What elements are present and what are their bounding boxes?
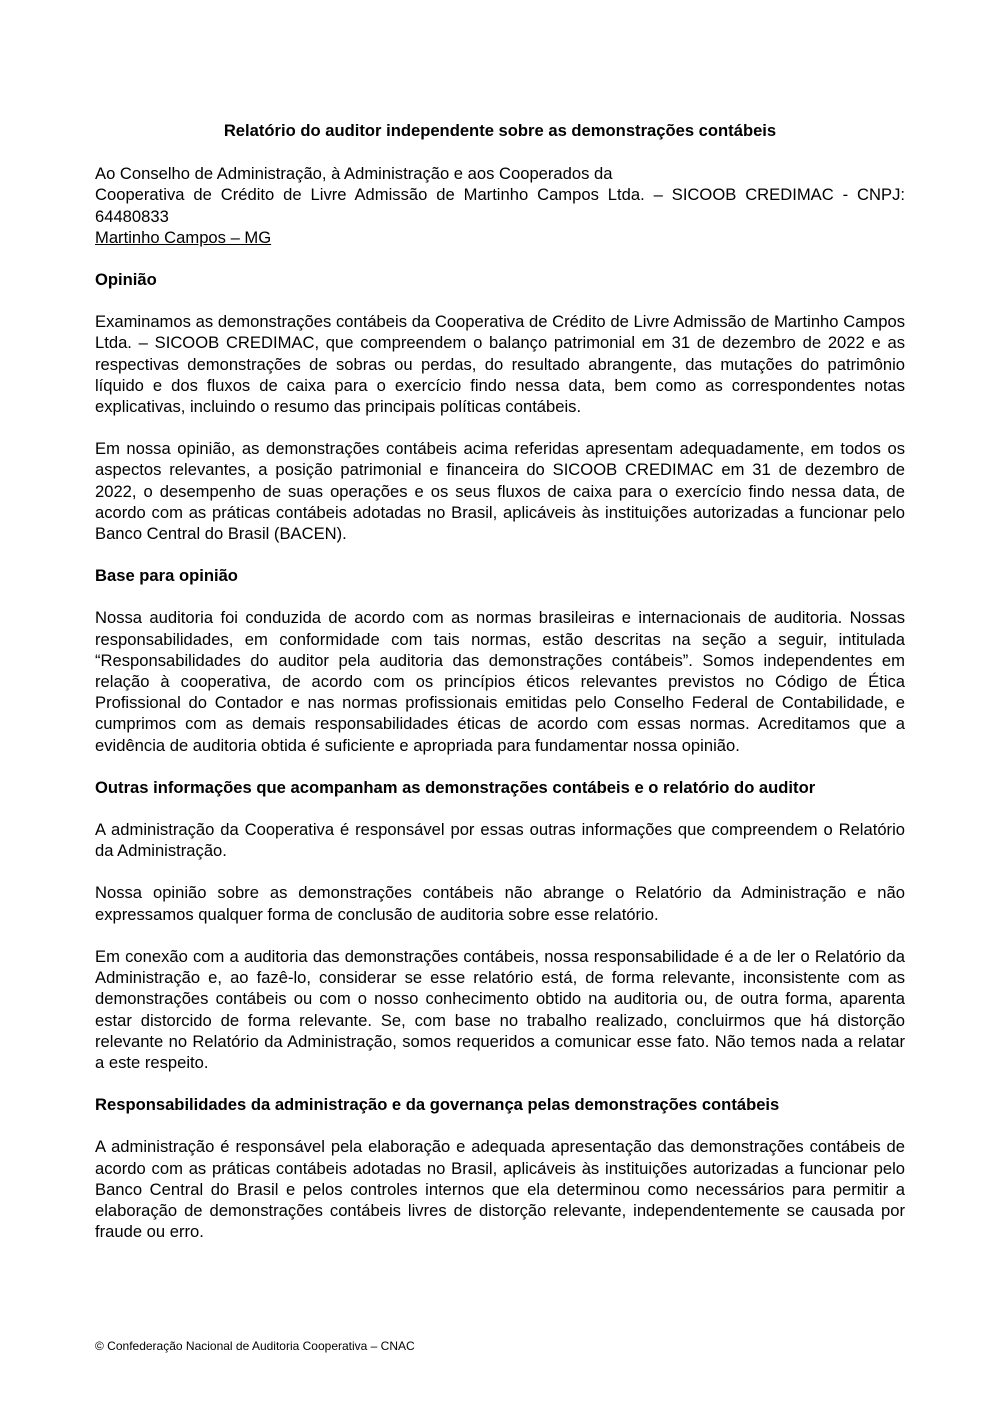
paragraph: Em conexão com a auditoria das demonstrações contábeis, nossa responsabilidade é a de ler o Relatório da Administração e, ao fazê-lo, considerar se esse relatório está, de forma relevante, inconsistente com as demonstrações contábeis ou com o nosso conhecimento obtido na auditoria ou, de outra forma, aparenta estar distorcido de forma relevante. Se, com base no trabalho realizado, concluirmos que há distorção relevante no Relatório da Administração, somos requeridos a comunicar esse fato. Não temos nada a relatar a este respeito.	[95, 946, 905, 1072]
paragraph: Nossa auditoria foi conduzida de acordo com as normas brasileiras e internacionais de auditoria. Nossas responsabilidades, em conformidade com tais normas, estão descritas na seção a seguir, intitulada “Responsabilidades do auditor pela auditoria das demonstrações contábeis”. Somos independentes em relação à cooperativa, de acordo com os princípios éticos relevantes previstos no Código de Ética Profissional do Contador e nas normas profissionais emitidas pelo Conselho Federal de Contabilidade, e cumprimos com as demais responsabilidades éticas de acordo com essas normas. Acreditamos que a evidência de auditoria obtida é suficiente e apropriada para fundamentar nossa opinião.	[95, 608, 905, 755]
document-title: Relatório do auditor independente sobre as demonstrações contábeis	[223, 121, 777, 140]
document-body	[95, 120, 905, 1242]
paragraph: Nossa opinião sobre as demonstrações contábeis não abrange o Relatório da Administração e não expressamos qualquer forma de conclusão de auditoria sobre esse relatório.	[95, 883, 905, 924]
addressee-line: Ao Conselho de Administração, à Administração e aos Cooperados da	[95, 164, 613, 184]
paragraph: Em nossa opinião, as demonstrações contábeis acima referidas apresentam adequadamente, em todos os aspectos relevantes, a posição patrimonial e financeira do SICOOB CREDIMAC em 31 de dezembro de 2022, o desempenho de suas operações e os seus fluxos de caixa para o exercício findo nessa data, de acordo com as práticas contábeis adotadas no Brasil, aplicáveis às instituições autorizadas a funcionar pelo Banco Central do Brasil (BACEN).	[95, 439, 905, 544]
paragraph: Examinamos as demonstrações contábeis da Cooperativa de Crédito de Livre Admissão de Martinho Campos Ltda. – SICOOB CREDIMAC, que compreendem o balanço patrimonial em 31 de dezembro de 2022 e as respectivas demonstrações de sobras ou perdas, do resultado abrangente, das mutações do patrimônio líquido e dos fluxos de caixa para o exercício findo nessa data, bem como as correspondentes notas explicativas, incluindo o resumo das principais políticas contábeis.	[95, 312, 905, 417]
location-line: Martinho Campos – MG	[95, 227, 272, 247]
section-heading-outras: Outras informações que acompanham as demonstrações contábeis e o relatório do auditor	[95, 777, 816, 797]
section-heading-responsabilidades: Responsabilidades da administração e da governança pelas demonstrações contábeis	[95, 1095, 780, 1115]
page-footer: © Confederação Nacional de Auditoria Cooperativa – CNAC	[95, 1339, 415, 1353]
addressee-block	[95, 163, 905, 248]
section-heading-base: Base para opinião	[95, 566, 238, 586]
paragraph: A administração é responsável pela elaboração e adequada apresentação das demonstrações contábeis de acordo com as práticas contábeis adotadas no Brasil, aplicáveis às instituições autorizadas a funcionar pelo Banco Central do Brasil e pelos controles internos que ela determinou como necessários para permitir a elaboração de demonstrações contábeis livres de distorção relevante, independentemente se causada por fraude ou erro.	[95, 1137, 905, 1242]
cooperative-name-line: Cooperativa de Crédito de Livre Admissão de Martinho Campos Ltda. – SICOOB CREDIMAC - CNPJ: 64480833	[95, 185, 905, 226]
paragraph: A administração da Cooperativa é responsável por essas outras informações que compreendem o Relatório da Administração.	[95, 820, 905, 861]
section-heading-opiniao: Opinião	[95, 270, 157, 290]
